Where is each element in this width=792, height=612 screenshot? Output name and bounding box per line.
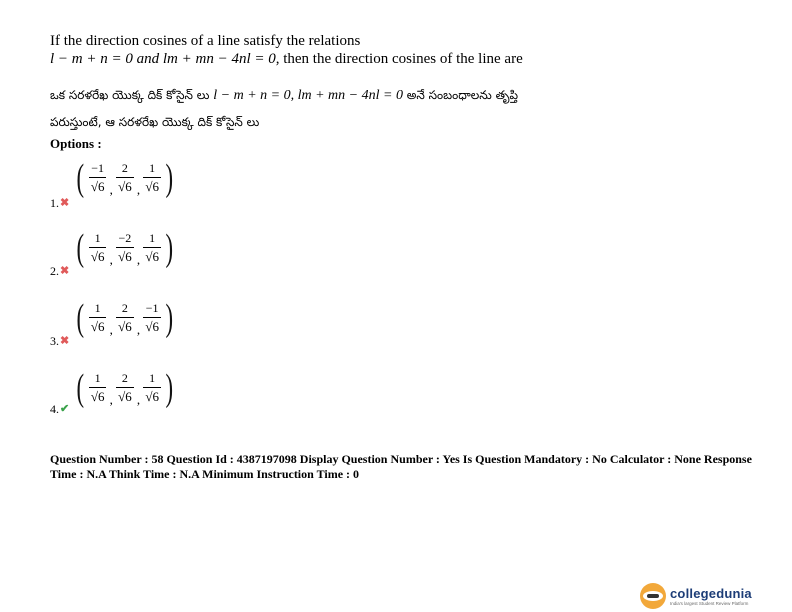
denominator: √6	[118, 319, 132, 334]
comma: ,	[136, 322, 141, 337]
numerator: −1	[91, 161, 105, 175]
comma: ,	[109, 182, 113, 197]
numerator: −1	[145, 301, 159, 315]
comma: ,	[109, 392, 113, 407]
option-number: 4.	[50, 402, 59, 416]
numerator: 1	[94, 371, 101, 385]
option-vector	[74, 226, 176, 270]
denominator: √6	[90, 179, 105, 194]
denominator: √6	[90, 389, 105, 404]
left-paren: (	[76, 367, 85, 409]
question-tail: , then the direction cosines of the line are	[275, 51, 523, 67]
cross-icon: ✖	[60, 197, 70, 209]
fraction-1	[88, 231, 108, 265]
fraction-3	[142, 301, 162, 335]
fraction-2	[115, 231, 135, 265]
cross-icon: ✖	[60, 335, 70, 347]
fraction-3	[142, 231, 162, 265]
question-line-1: If the direction cosines of a line satisfy the relations	[50, 33, 361, 49]
denominator: √6	[145, 179, 159, 194]
question-english	[50, 32, 523, 68]
comma: ,	[109, 252, 113, 267]
left-paren: (	[76, 297, 85, 339]
logo-tagline: India's largest Student Review Platform	[670, 601, 749, 606]
numerator: 1	[149, 231, 156, 245]
denominator: √6	[90, 319, 105, 334]
numerator: −2	[118, 231, 132, 245]
comma: ,	[136, 392, 141, 407]
right-paren: )	[165, 297, 174, 339]
question-telugu	[50, 82, 518, 135]
logo-text	[670, 586, 752, 606]
option-vector	[74, 366, 176, 410]
fraction-3	[142, 371, 162, 405]
option-vector	[74, 156, 176, 200]
metadata-line-2: Time : N.A Think Time : N.A Minimum Instruction Time : 0	[50, 467, 360, 481]
fraction-2	[115, 161, 135, 195]
denominator: √6	[118, 249, 132, 264]
denominator: √6	[118, 389, 132, 404]
metadata-line-1: Question Number : 58 Question Id : 4387197098 Display Question Number : Yes Is Question Mandatory : No Calculator : None Response	[50, 452, 752, 466]
options-title: Options :	[50, 136, 102, 151]
option-vector	[74, 296, 176, 340]
numerator: 1	[149, 371, 156, 385]
denominator: √6	[145, 319, 159, 334]
denominator: √6	[145, 389, 159, 404]
check-icon: ✔	[60, 403, 70, 415]
telugu-line-2: పరుస్తుంటే, ఆ సరళరేఖ యొక్క దిక్ కోసైన్ లు	[50, 115, 260, 129]
numerator: 1	[94, 231, 101, 245]
option-number: 3.	[50, 334, 59, 348]
collegedunia-logo	[640, 583, 752, 609]
right-paren: )	[165, 157, 174, 199]
mascot-icon	[640, 583, 666, 609]
left-paren: (	[76, 227, 85, 269]
telugu-line-1	[50, 82, 518, 109]
telugu-text-2: అనే సంబంధాలను తృప్తి	[406, 88, 519, 102]
question-line-2	[50, 50, 523, 68]
telugu-text-1: ఒక సరళరేఖ యొక్క దిక్ కోసైన్ లు	[50, 88, 210, 102]
denominator: √6	[90, 249, 105, 264]
question-metadata	[50, 452, 770, 482]
comma: ,	[109, 322, 113, 337]
fraction-2	[115, 371, 135, 405]
option-number: 1.	[50, 196, 59, 210]
numerator: 1	[149, 161, 156, 175]
numerator: 2	[121, 301, 128, 315]
right-paren: )	[165, 227, 174, 269]
relations-math: l − m + n = 0 and lm + mn − 4nl = 0	[50, 51, 276, 67]
telugu-relations-math: l − m + n = 0, lm + mn − 4nl = 0	[213, 88, 403, 103]
comma: ,	[136, 182, 141, 197]
fraction-1	[88, 371, 108, 405]
numerator: 2	[121, 371, 128, 385]
comma: ,	[136, 252, 141, 267]
fraction-2	[115, 301, 135, 335]
option-number: 2.	[50, 264, 59, 278]
fraction-1	[88, 301, 108, 335]
fraction-3	[142, 161, 162, 195]
numerator: 1	[94, 301, 101, 315]
cross-icon: ✖	[60, 265, 70, 277]
logo-name: collegedunia	[670, 586, 752, 601]
numerator: 2	[121, 161, 128, 175]
denominator: √6	[145, 249, 159, 264]
left-paren: (	[76, 157, 85, 199]
fraction-1	[88, 161, 108, 195]
right-paren: )	[165, 367, 174, 409]
denominator: √6	[118, 179, 132, 194]
